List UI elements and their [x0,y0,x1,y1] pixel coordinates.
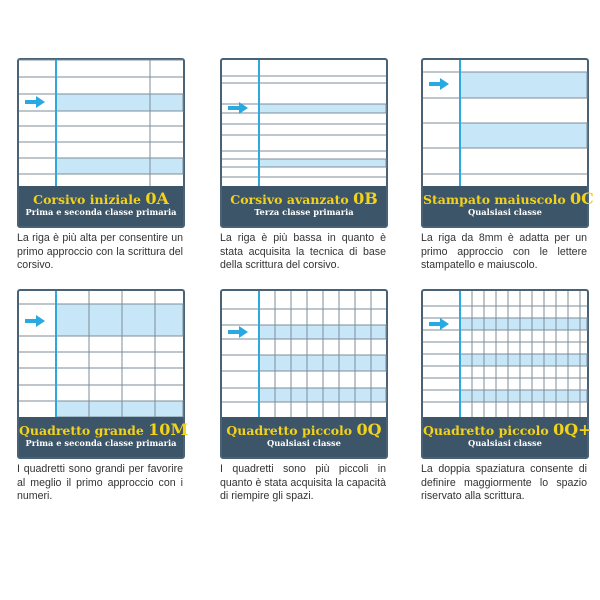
product-code: 0B [353,189,378,208]
paper-preview [421,58,594,228]
product-banner [19,417,189,457]
product-description: La riga è più alta per consentire un primo approccio con la scrittura del corsivo. [17,232,183,271]
product-subtitle: Terza classe primaria [254,207,354,217]
writing-band [56,304,183,336]
product-banner [222,417,386,457]
product-title: Corsivo avanzato 0B [230,189,378,208]
product-code: 0Q [356,420,382,439]
product-title: Quadretto grande 10M [19,420,189,439]
product-title: Corsivo iniziale 0A [33,189,169,208]
paper-preview [220,289,388,459]
arrow-icon [228,326,248,338]
product-banner [222,186,386,226]
product-description: La riga da 8mm è adatta per un primo approccio con le lettere stampatello e maiuscolo. [421,232,587,271]
product-code: 10M [148,420,189,439]
product-description: La riga è più bassa in quanto è stata acquisita la tecnica di base della scrittura del corsivo. [220,232,386,271]
arrow-icon [25,96,45,108]
writing-band [460,72,587,98]
writing-band [56,158,183,174]
product-title: Quadretto piccolo 0Q [226,420,382,439]
product-code: 0C [570,189,594,208]
writing-band [56,401,183,417]
product-title: Stampato maiuscolo 0C [423,189,594,208]
arrow-icon [429,78,449,90]
product-title: Quadretto piccolo 0Q+ [423,420,592,439]
product-code: 0Q+ [553,420,592,439]
arrow-icon [25,315,45,327]
writing-band [259,104,386,113]
product-description: La doppia spaziatura consente di definire maggiormente lo spazio riservato alla scrittura. [421,463,587,502]
writing-band [259,159,386,167]
product-description: I quadretti sono grandi per favorire al meglio il primo approccio con i numeri. [17,463,183,502]
paper-preview [17,58,185,228]
paper-preview [220,58,388,228]
writing-band [56,94,183,111]
product-subtitle: Qualsiasi classe [468,207,542,217]
product-description: I quadretti sono più piccoli in quanto è stata acquisita la capacità di riempire gli spazi. [220,463,386,502]
product-banner [19,186,183,226]
paper-preview [17,289,189,459]
product-subtitle: Prima e seconda classe primaria [25,438,177,448]
arrow-icon [429,318,449,330]
product-subtitle: Qualsiasi classe [267,438,341,448]
writing-band [460,123,587,148]
product-subtitle: Prima e seconda classe primaria [25,207,177,217]
product-code: 0A [145,189,169,208]
paper-preview [421,289,592,459]
product-subtitle: Qualsiasi classe [468,438,542,448]
product-banner [423,417,592,457]
product-banner [423,186,594,226]
